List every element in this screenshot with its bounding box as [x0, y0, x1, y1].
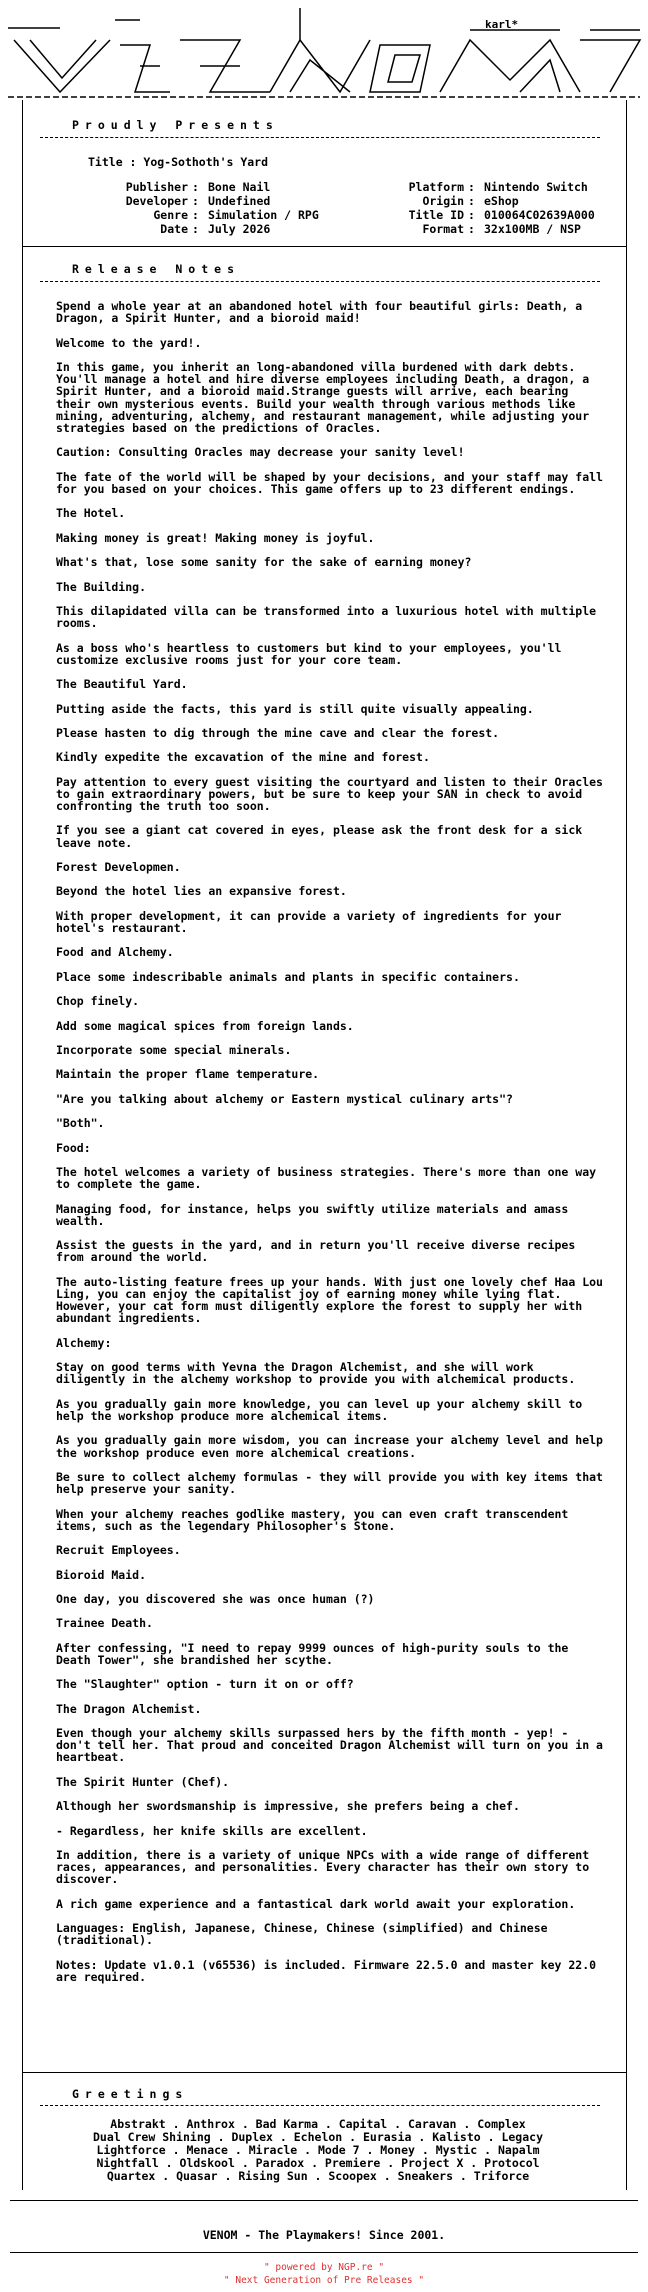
presents-heading: Proudly Presents [72, 118, 279, 132]
platform-value: Nintendo Switch [484, 180, 588, 194]
release-note-paragraph: "Both". [56, 1116, 105, 1131]
release-note-paragraph: As a boss who's heartless to customers but kind to your employees, you'll customize exclusive rooms just for your core team. [56, 640, 562, 667]
release-notes-body [56, 300, 606, 1995]
greetings-line: Abstrakt . Anthrox . Bad Karma . Capital . Caravan . Complex [110, 2117, 526, 2131]
format-label: Format [422, 222, 464, 236]
release-note-paragraph: Making money is great! Making money is joyful. [56, 530, 375, 545]
release-note-paragraph: In this game, you inherit an long-abandoned villa burdened with dark debts. You'll manage a hotel and hire diverse employees including Death, a dragon, a Spirit Hunter, and a bioroid maid.Strange guests will arrive, each bearing their own mysterious events. Build your wealth through various methods like mining, adventuring, alchemy, and restaurant management, while adjusting your strategies based on the predictions of Oracles. [56, 359, 590, 435]
left-values [208, 180, 319, 236]
release-note-paragraph: The Spirit Hunter (Chef). [56, 1774, 230, 1789]
title-label: Title [88, 155, 123, 169]
release-note-paragraph: What's that, lose some sanity for the sake of earning money? [56, 555, 472, 570]
release-note-paragraph: Pay attention to every guest visiting the courtyard and listen to their Oracles to gain extraordinary powers, but be sure to keep your SAN in check to avoid confronting the truth too soon. [56, 774, 603, 814]
greetings-line: Quartex . Quasar . Rising Sun . Scoopex . Sneakers . Triforce [106, 2169, 530, 2183]
release-note-paragraph: Food and Alchemy. [56, 945, 174, 960]
release-note-paragraph: Alchemy: [56, 1335, 112, 1350]
notes-divider [22, 2072, 626, 2073]
title-row: Title : Yog-Sothoth's Yard [88, 155, 269, 169]
publisher-label: Publisher [125, 180, 188, 194]
release-note-paragraph: The Building. [56, 579, 147, 594]
venom-ascii-logo [0, 0, 648, 100]
release-note-paragraph: This dilapidated villa can be transformed into a luxurious hotel with multiple rooms. [56, 603, 597, 631]
release-note-paragraph: Managing food, for instance, helps you swiftly utilize materials and amass wealth. [56, 1201, 569, 1228]
release-note-paragraph: Trainee Death. [56, 1616, 153, 1631]
publisher-value: Bone Nail [208, 180, 271, 194]
release-note-paragraph: Incorporate some special minerals. [56, 1043, 292, 1058]
release-note-paragraph: "Are you talking about alchemy or Eastern mystical culinary arts"? [56, 1091, 513, 1106]
platform-label: Platform [408, 180, 464, 194]
release-note-paragraph: Assist the guests in the yard, and in return you'll receive diverse recipes from around the world. [56, 1238, 576, 1265]
release-note-paragraph: The Hotel. [56, 506, 126, 521]
release-note-paragraph: Food: [56, 1140, 91, 1155]
release-note-paragraph: Chop finely. [56, 994, 140, 1009]
origin-label: Origin [422, 194, 464, 208]
title-id-label: Title ID [408, 208, 464, 222]
release-note-paragraph: Putting aside the facts, this yard is still quite visually appealing. [56, 701, 534, 716]
release-note-paragraph: The "Slaughter" option - turn it on or off? [56, 1677, 354, 1692]
release-note-paragraph: Even though your alchemy skills surpassed hers by the fifth month - yep! - don't tell her. That proud and conceited Dragon Alchemist will turn on you in a heartbeat. [56, 1726, 603, 1765]
release-note-paragraph: Welcome to the yard!. [56, 335, 202, 350]
logo-signature: karl* [485, 18, 519, 31]
genre-value: Simulation / RPG [208, 208, 319, 222]
header-divider [22, 246, 626, 247]
footer-tagline: " Next Generation of Pre Releases " [223, 2275, 425, 2286]
release-note-paragraph: Maintain the proper flame temperature. [56, 1067, 320, 1082]
release-note-paragraph: After confessing, "I need to repay 9999 ounces of high-purity souls to the Death Tower", she brandished her scythe. [56, 1640, 569, 1667]
release-note-paragraph: Place some indescribable animals and plants in specific containers. [56, 969, 520, 984]
greetings-underline [40, 2105, 600, 2106]
release-note-paragraph: As you gradually gain more wisdom, you can increase your alchemy level and help the workshop produce even more alchemical creations. [56, 1433, 603, 1460]
greetings-line: Nightfall . Oldskool . Paradox . Premiere . Project X . Protocol [96, 2156, 540, 2170]
group-slogan: VENOM - The Playmakers! Since 2001. [202, 2228, 446, 2242]
date-value: July 2026 [208, 222, 271, 236]
release-note-paragraph: The Dragon Alchemist. [56, 1701, 202, 1716]
release-title: Yog-Sothoth's Yard [143, 155, 269, 169]
release-note-paragraph: With proper development, it can provide a variety of ingredients for your hotel's restaurant. [56, 908, 562, 936]
release-note-paragraph: Be sure to collect alchemy formulas - they will provide you with key items that help preserve your sanity. [56, 1469, 603, 1497]
release-note-paragraph: - Regardless, her knife skills are excellent. [56, 1823, 368, 1838]
format-value: 32x100MB / NSP [484, 222, 581, 236]
presents-underline [40, 137, 600, 138]
release-note-paragraph: Please hasten to dig through the mine cave and clear the forest. [56, 725, 500, 740]
release-note-paragraph: The Beautiful Yard. [56, 677, 188, 692]
release-note-paragraph: One day, you discovered she was once human (?) [56, 1591, 375, 1606]
greetings-line: Dual Crew Shining . Duplex . Echelon . Eurasia . Kalisto . Legacy [92, 2130, 544, 2144]
footer-powered-by: " powered by NGP.re " [263, 2262, 385, 2273]
release-note-paragraph: As you gradually gain more knowledge, you can level up your alchemy skill to help the workshop produce more alchemical items. [56, 1396, 583, 1423]
left-labels [54, 180, 188, 236]
greetings-line: Lightforce . Menace . Miracle . Mode 7 . Money . Mystic . Napalm [96, 2143, 540, 2157]
title-id-value: 010064C02639A000 [484, 208, 595, 222]
release-note-paragraph: The hotel welcomes a variety of business strategies. There's more than one way to complete the game. [56, 1164, 597, 1192]
date-label: Date [160, 222, 188, 236]
release-note-paragraph: Languages: English, Japanese, Chinese, Chinese (simplified) and Chinese (traditional). [56, 1921, 548, 1948]
release-note-paragraph: When your alchemy reaches godlike mastery, you can even craft transcendent items, such as the legendary Philosopher's Stone. [56, 1506, 569, 1533]
release-note-paragraph: In addition, there is a variety of unique NPCs with a wide range of different races, appearances, and personalities. Every character has their own story to discover. [56, 1848, 590, 1887]
release-note-paragraph: Spend a whole year at an abandoned hotel with four beautiful girls: Death, a Dragon, a Spirit Hunter, and a bioroid maid! [56, 299, 583, 326]
left-colons: : : : : [192, 180, 199, 236]
release-note-paragraph: Forest Developmen. [56, 860, 181, 875]
right-values [484, 180, 595, 236]
release-note-paragraph: The fate of the world will be shaped by your decisions, and your staff may fall for you based on your choices. This game offers up to 23 different endings. [56, 469, 603, 496]
release-notes-underline [40, 281, 600, 282]
release-note-paragraph: Notes: Update v1.0.1 (v65536) is included. Firmware 22.5.0 and master key 22.0 are required. [56, 1957, 597, 1984]
release-note-paragraph: Beyond the hotel lies an expansive forest. [56, 884, 347, 899]
release-note-paragraph: A rich game experience and a fantastical dark world await your exploration. [56, 1896, 576, 1911]
developer-value: Undefined [208, 194, 271, 208]
frame-left-border [22, 100, 23, 2190]
greetings-divider [10, 2200, 638, 2201]
right-labels [370, 180, 464, 236]
bottom-border [10, 2252, 638, 2253]
release-note-paragraph: Caution: Consulting Oracles may decrease your sanity level! [56, 445, 465, 460]
release-note-paragraph: The auto-listing feature frees up your hands. With just one lovely chef Haa Lou Ling, you can enjoy the capitalist joy of earning money while lying flat. However, your cat form must diligently explore the forest to supply her with abundant ingredients. [56, 1274, 603, 1326]
release-notes-heading: Release Notes [72, 262, 241, 276]
release-note-paragraph: Bioroid Maid. [56, 1567, 147, 1582]
genre-label: Genre [153, 208, 188, 222]
release-note-paragraph: If you see a giant cat covered in eyes, please ask the front desk for a sick leave note. [56, 823, 583, 850]
developer-label: Developer [125, 194, 188, 208]
greetings-heading: Greetings [72, 2087, 189, 2101]
right-colons: : : : : [468, 180, 475, 236]
origin-value: eShop [484, 194, 519, 208]
release-note-paragraph: Kindly expedite the excavation of the mine and forest. [56, 750, 430, 765]
release-note-paragraph: Add some magical spices from foreign lands. [56, 1018, 354, 1033]
frame-right-border [626, 100, 627, 2190]
greetings-list [28, 2118, 608, 2183]
release-note-paragraph: Recruit Employees. [56, 1543, 181, 1558]
release-note-paragraph: Stay on good terms with Yevna the Dragon Alchemist, and she will work diligently in the alchemy workshop to provide you with alchemical products. [56, 1360, 576, 1387]
release-note-paragraph: Although her swordsmanship is impressive, she prefers being a chef. [56, 1799, 520, 1814]
